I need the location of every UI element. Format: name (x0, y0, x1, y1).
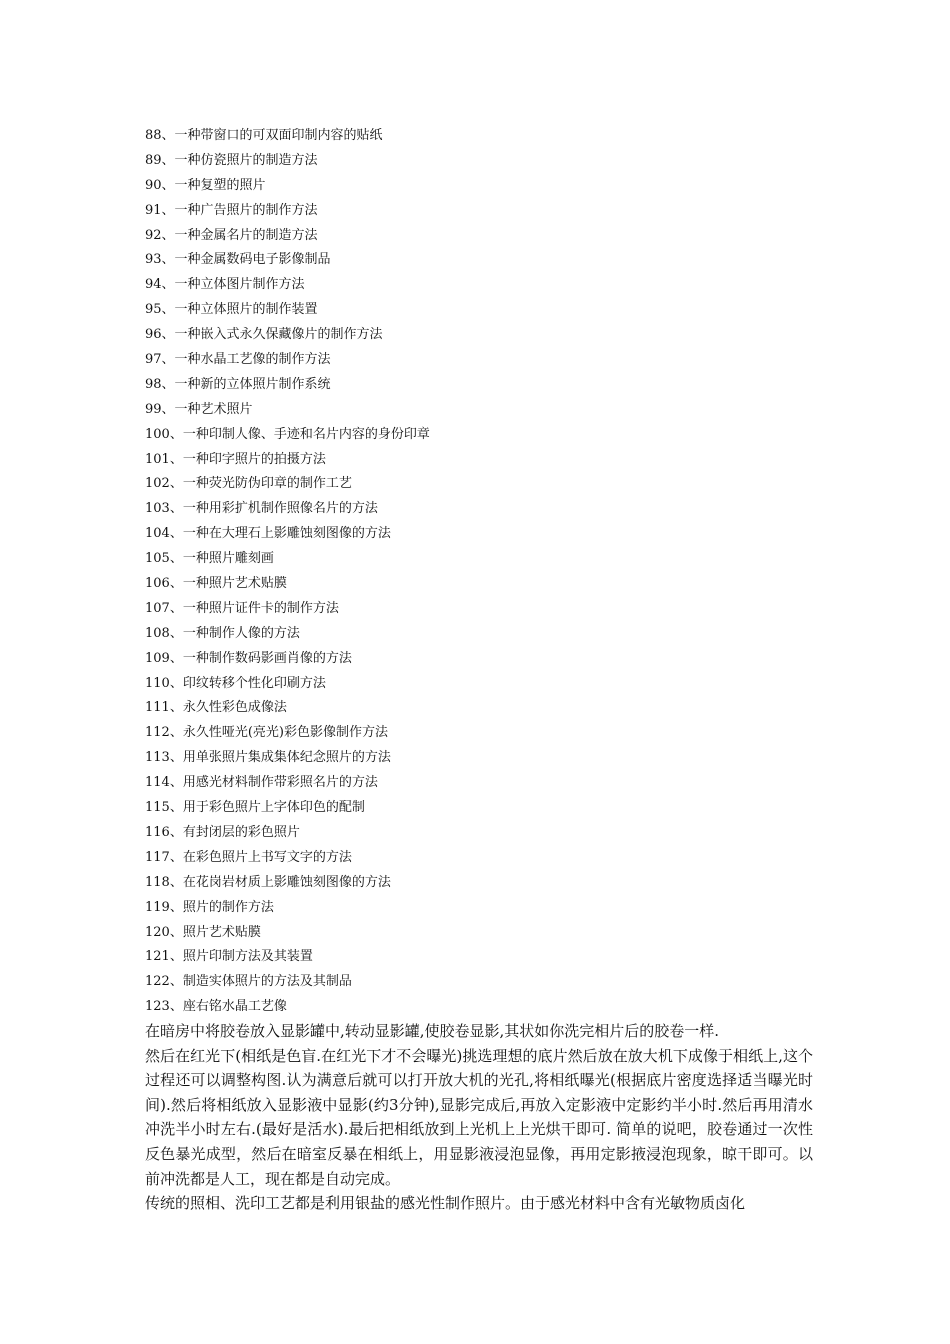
list-item: 107、一种照片证件卡的制作方法 (145, 600, 339, 616)
list-item: 101、一种印字照片的拍摄方法 (145, 451, 326, 467)
list-item: 98、一种新的立体照片制作系统 (145, 376, 331, 392)
paragraph: 然后在红光下(相纸是色盲.在红光下才不会曝光)挑选理想的底片然后放在放大机下成像于相纸上,这个过程还可以调整构图.认为满意后就可以打开放大机的光孔,将相纸曝光(根据底片密度选择适当曝光时间).然后将相纸放入显影液中显影(约3分钟),显影完成后,再放入定影液中定影约半小时.然后再用清水冲洗半小时左右.(最好是活水).最后把相纸放到上光机上上光烘干即可. 简单的说吧，胶卷通过一次性反色暴光成型，然后在暗室反暴在相纸上，用显影液浸泡显像，再用定影掖浸泡现象，晾干即可。以前冲洗都是人工，现在都是自动完成。 (145, 1046, 813, 1188)
list-item: 92、一种金属名片的制造方法 (145, 227, 318, 243)
patent-title-list (145, 124, 825, 1020)
list-item: 113、用单张照片集成集体纪念照片的方法 (145, 750, 391, 766)
body-text (145, 1019, 813, 1216)
list-item: 88、一种带窗口的可双面印制内容的贴纸 (145, 128, 383, 143)
list-item: 90、一种复塑的照片 (145, 177, 266, 193)
list-item: 120、照片艺术贴膜 (145, 924, 261, 940)
list-item: 96、一种嵌入式永久保藏像片的制作方法 (145, 327, 383, 343)
list-item: 102、一种荧光防伪印章的制作工艺 (145, 476, 352, 492)
list-item: 110、印纹转移个性化印刷方法 (145, 675, 326, 691)
paragraph: 在暗房中将胶卷放入显影罐中,转动显影罐,使胶卷显影,其状如你洗完相片后的胶卷一样. (145, 1022, 720, 1040)
list-item: 123、座右铭水晶工艺像 (145, 999, 287, 1015)
list-item: 108、一种制作人像的方法 (145, 625, 300, 641)
list-item: 117、在彩色照片上书写文字的方法 (145, 849, 352, 865)
list-item: 116、有封闭层的彩色照片 (145, 824, 300, 840)
list-item: 119、照片的制作方法 (145, 899, 274, 915)
list-item: 122、制造实体照片的方法及其制品 (145, 974, 352, 990)
list-item: 99、一种艺术照片 (145, 401, 253, 417)
list-item: 121、照片印制方法及其装置 (145, 949, 313, 965)
list-item: 103、一种用彩扩机制作照像名片的方法 (145, 501, 378, 517)
list-item: 109、一种制作数码影画肖像的方法 (145, 650, 352, 666)
list-item: 114、用感光材料制作带彩照名片的方法 (145, 775, 378, 791)
list-item: 106、一种照片艺术贴膜 (145, 576, 287, 592)
list-item: 89、一种仿瓷照片的制造方法 (145, 152, 318, 168)
list-item: 104、一种在大理石上影雕蚀刻图像的方法 (145, 526, 391, 542)
list-item: 111、永久性彩色成像法 (145, 700, 287, 716)
list-item: 118、在花岗岩材质上影雕蚀刻图像的方法 (145, 874, 391, 890)
list-item: 112、永久性哑光(亮光)彩色影像制作方法 (145, 725, 388, 741)
list-item: 105、一种照片雕刻画 (145, 551, 274, 567)
list-item: 93、一种金属数码电子影像制品 (145, 252, 331, 268)
list-item: 94、一种立体图片制作方法 (145, 277, 305, 293)
list-item: 115、用于彩色照片上字体印色的配制 (145, 800, 365, 816)
list-item: 95、一种立体照片的制作装置 (145, 302, 318, 318)
paragraph: 传统的照相、洗印工艺都是利用银盐的感光性制作照片。由于感光材料中含有光敏物质卤化 (145, 1194, 746, 1213)
list-item: 91、一种广告照片的制作方法 (145, 202, 318, 218)
list-item: 97、一种水晶工艺像的制作方法 (145, 352, 331, 368)
list-item: 100、一种印制人像、手迹和名片内容的身份印章 (145, 426, 430, 442)
